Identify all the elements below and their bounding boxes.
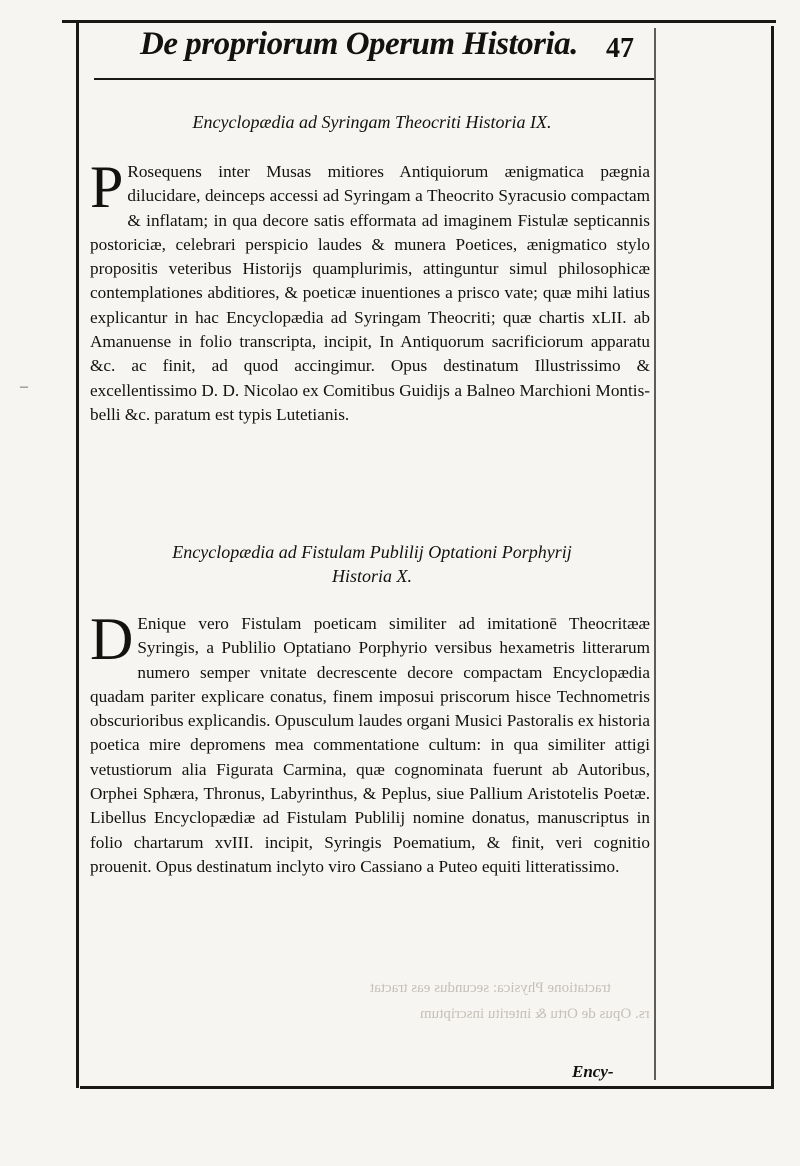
heading-line: Encyclopædia ad Fistulam Publilij Optationi Porphyrij — [172, 542, 572, 562]
running-title: De propriorum Operum Historia. — [140, 26, 578, 62]
page-number: 47 — [606, 33, 634, 64]
show-through-text: rs. Opus de Ortu & interitu inscriptum — [420, 1006, 650, 1022]
drop-capital: D — [90, 606, 134, 672]
right-frame-rule — [771, 26, 774, 1086]
section-heading-x — [90, 540, 654, 588]
section-body-x — [90, 606, 650, 879]
left-frame-rule — [76, 22, 79, 1088]
bottom-frame-rule — [80, 1086, 774, 1089]
heading-line: Historia X. — [331, 566, 412, 586]
header-rule — [94, 78, 654, 80]
paragraph-text: Rosequens inter Musas mitiores Antiquiorum ænigmatica pægnia dilucidare, deinceps accessi ad Syringam a Theocrito Syracusio compactam & inflatam; in qua decore satis efformata ad imaginem Fistulæ septicannis postoriciæ, celebrari perspicio laudes & munera Poetices, ænigmatico stylo propositis veteribus Historijs quamplurimis, attinguntur simul philosophicæ contemplationes abditiores, & poeticæ inuentiones a prisco vate; quæ mihi latius explicantur in hac Encyclopædia ad Syringam Theocriti; quæ chartis xLII. ab Amanuense in folio transcripta, incipit, In Antiquorum sacrificiorum apparatu &c. ac finit, ad quod accingimur. Opus destinatum Illustrissimo & excellentissimo D. D. Nicolao ex Comitibus Guidijs a Balneo Marchioni Montis-belli &c. paratum est typis Lutetianis. — [90, 162, 650, 424]
inner-right-frame-rule — [654, 28, 656, 1080]
section-body-ix — [90, 154, 650, 427]
top-frame-rule — [62, 20, 776, 23]
margin-dash-mark: – — [20, 378, 28, 395]
section-heading-ix: Encyclopædia ad Syringam Theocriti Historia IX. — [192, 112, 552, 132]
catchword: Ency- — [572, 1062, 614, 1081]
drop-capital: P — [90, 154, 124, 220]
show-through-text: tractatione Physica: secundus eas tractat — [370, 980, 611, 996]
paragraph-text: Enique vero Fistulam poeticam similiter ad imitationē Theocritææ Syringis, a Publilio Optatiano Porphyrio versibus hexametris litterarum numero semper vnitate decrescente decore compactam Encyclopædia quadam pariter explicare conatus, finem imposui priscorum hisce Technometris obscurioribus explicandis. Opusculum laudes organi Musici Pastoralis ex historia poetica mire depromens mea commentatione cultum: in qua similiter attigi vetustiorum alia Figurata Carmina, quæ cognominata fuerunt ab Autoribus, Orphei Sphæra, Thronus, Labyrinthus, & Peplus, siue Pallium Aristotelis Poetæ. Libellus Encyclopædiæ ad Fistulam Publilij nomine donatus, manuscriptus in folio chartarum xvIII. incipit, Syringis Poematium, & finit, veri cognitio prouenit. Opus destinatum inclyto viro Cassiano a Puteo equiti litteratissimo. — [90, 614, 650, 876]
